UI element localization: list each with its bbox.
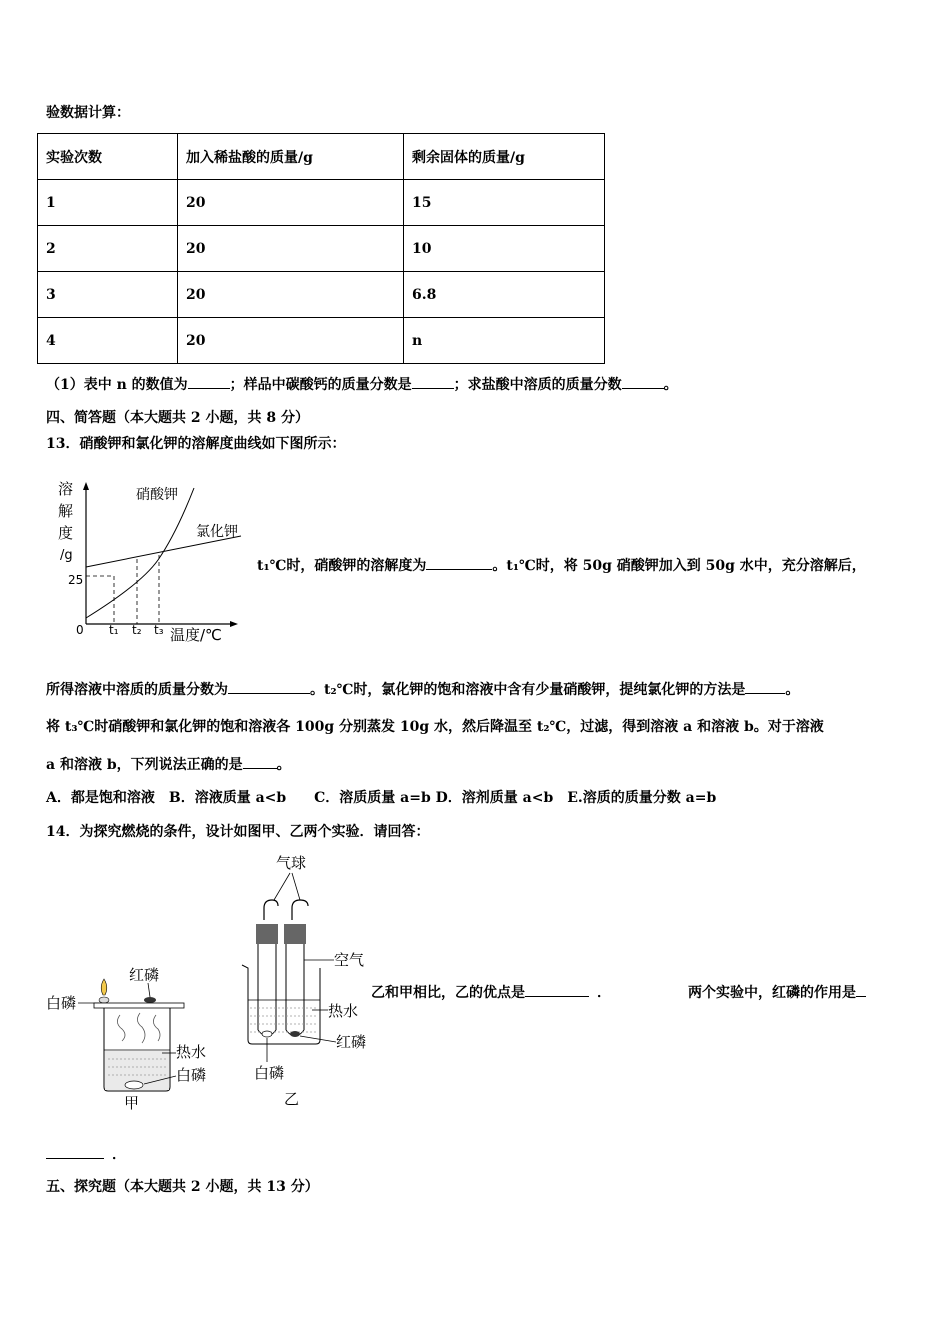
q14-text-a: 乙和甲相比，乙的优点是 <box>371 985 525 1001</box>
table-cell: n <box>404 318 605 364</box>
table-cell: 3 <box>38 272 178 318</box>
answer-blank[interactable] <box>622 374 664 389</box>
yi-water-lines <box>250 1008 318 1032</box>
jia-white-p-label: 白磷 <box>176 1066 207 1084</box>
q13-line2 <box>46 679 799 700</box>
answer-blank[interactable] <box>525 982 589 997</box>
kno3-curve <box>86 488 194 618</box>
table-header-cell: 剩余固体的质量/g <box>404 134 605 180</box>
y-axis-arrow <box>83 482 89 490</box>
q13-line1-a: t₁℃时，硝酸钾的溶解度为 <box>257 558 427 574</box>
q13-title: 13．硝酸钾和氯化钾的溶解度曲线如下图所示： <box>46 436 346 452</box>
table-cell: 2 <box>38 226 178 272</box>
table-header-row <box>38 134 605 180</box>
x-tick-t2: t₂ <box>132 623 142 637</box>
yi-red-p-pointer <box>300 1036 336 1042</box>
stopper-left <box>256 924 278 944</box>
yi-red-p-icon <box>290 1031 300 1037</box>
balloon-pointer-1 <box>274 873 290 900</box>
q13-line4-b: 。 <box>276 757 291 773</box>
kcl-label: 氯化钾 <box>196 524 238 540</box>
table-cell: 1 <box>38 180 178 226</box>
section-4-heading: 四、简答题（本大题共 2 小题，共 8 分） <box>46 410 309 426</box>
balloon-right-icon <box>292 900 308 920</box>
q13-line4 <box>46 754 291 775</box>
q13-options: A．都是饱和溶液 B．溶液质量 a<b C．溶质质量 a=b D．溶剂质量 a<b E.溶质的质量分数 a=b <box>46 790 717 806</box>
q12-sub1-text-c: ；求盐酸中溶质的质量分数 <box>453 377 622 393</box>
kno3-label: 硝酸钾 <box>136 487 178 503</box>
answer-blank[interactable] <box>46 1144 104 1159</box>
jia-white-p-top-label: 白磷 <box>46 994 77 1012</box>
q13-line2-b: 。t₂℃时，氯化钾的饱和溶液中含有少量硝酸钾，提纯氯化钾的方法是 <box>310 682 746 698</box>
kcl-curve <box>86 536 241 567</box>
yi-air-label: 空气 <box>334 951 365 969</box>
q14-line2 <box>46 1144 126 1165</box>
x-tick-t3: t₃ <box>154 623 164 637</box>
jia-red-p-label: 红磷 <box>129 966 160 984</box>
table-cell: 20 <box>178 180 404 226</box>
q12-sub1-text-d: 。 <box>663 377 678 393</box>
y-tick-25: 25 <box>68 573 84 587</box>
q14-line1-right <box>688 982 866 1003</box>
q13-line2-c: 。 <box>785 682 800 698</box>
answer-blank[interactable] <box>228 679 310 694</box>
beaker-yi <box>242 965 320 1044</box>
jia-red-p-pointer <box>148 983 150 997</box>
steam-icon <box>117 1013 160 1043</box>
ylabel-char: /g <box>60 548 73 563</box>
section-5-heading: 五、探究题（本大题共 2 小题，共 13 分） <box>46 1179 319 1195</box>
yi-balloon-label: 气球 <box>276 854 307 872</box>
stopper-right <box>284 924 306 944</box>
q13-line1 <box>257 555 866 576</box>
q13-line3: 将 t₃℃时硝酸钾和氯化钾的饱和溶液各 100g 分别蒸发 10g 水，然后降温至 t₂℃，过滤，得到溶液 a 和溶液 b。对于溶液 <box>46 719 824 735</box>
table-cell: 20 <box>178 226 404 272</box>
table-cell: 6.8 <box>404 272 605 318</box>
answer-blank[interactable] <box>426 555 492 570</box>
yi-name: 乙 <box>284 1090 300 1108</box>
xlabel: 温度/℃ <box>170 626 222 644</box>
table-row <box>38 272 605 318</box>
table-cell: 10 <box>404 226 605 272</box>
solubility-chart <box>46 474 256 649</box>
table-cell: 4 <box>38 318 178 364</box>
ylabel-char: 溶 <box>58 480 74 498</box>
yi-hot-water-label: 热水 <box>328 1002 359 1020</box>
yi-red-p-label: 红磷 <box>336 1033 367 1051</box>
yi-white-p-icon <box>262 1031 272 1037</box>
white-p-top-icon <box>99 997 109 1003</box>
jia-name: 甲 <box>124 1094 140 1112</box>
table-cell: 20 <box>178 272 404 318</box>
q13-line4-a: a 和溶液 b，下列说法正确的是 <box>46 757 243 773</box>
apparatus-yi <box>236 850 376 1110</box>
white-p-bottom-icon <box>125 1081 143 1089</box>
ylabel-char: 度 <box>58 524 74 542</box>
q12-sub1 <box>46 374 678 395</box>
ylabel-char: 解 <box>58 502 74 520</box>
intro-text: 验数据计算： <box>46 105 130 121</box>
x-axis-arrow <box>230 621 238 627</box>
q14-end: ． <box>112 1147 126 1163</box>
table-row <box>38 226 605 272</box>
q14-text-c: 两个实验中，红磷的作用是 <box>688 985 856 1001</box>
q13-line2-a: 所得溶液中溶质的质量分数为 <box>46 682 228 698</box>
copper-plate <box>94 1003 184 1008</box>
q12-sub1-text-a: （1）表中 n 的数值为 <box>46 377 188 393</box>
q14-title: 14．为探究燃烧的条件，设计如图甲、乙两个实验．请回答： <box>46 824 430 840</box>
yi-white-p-label: 白磷 <box>254 1064 285 1082</box>
apparatus-jia <box>44 955 229 1115</box>
table-cell: 20 <box>178 318 404 364</box>
answer-blank[interactable] <box>188 374 230 389</box>
balloon-left-icon <box>264 900 278 920</box>
flame-icon <box>101 979 107 995</box>
q12-sub1-text-b: ；样品中碳酸钙的质量分数是 <box>229 377 412 393</box>
table-row <box>38 180 605 226</box>
jia-hot-water-label: 热水 <box>176 1043 207 1061</box>
answer-blank[interactable] <box>745 679 785 694</box>
experiment-data-table <box>37 133 605 364</box>
q14-line1 <box>371 982 611 1003</box>
x-tick-0: 0 <box>76 623 84 637</box>
answer-blank[interactable] <box>856 982 866 997</box>
table-row <box>38 318 605 364</box>
table-cell: 15 <box>404 180 605 226</box>
answer-blank[interactable] <box>412 374 454 389</box>
red-p-icon <box>144 997 156 1003</box>
x-tick-t1: t₁ <box>109 623 119 637</box>
answer-blank[interactable] <box>243 754 277 769</box>
table-header-cell: 实验次数 <box>38 134 178 180</box>
balloon-pointer-2 <box>292 873 300 900</box>
table-header-cell: 加入稀盐酸的质量/g <box>178 134 404 180</box>
q14-text-b: ． <box>597 985 611 1001</box>
q13-line1-b: 。t₁℃时，将 50g 硝酸钾加入到 50g 水中，充分溶解后， <box>492 558 866 574</box>
